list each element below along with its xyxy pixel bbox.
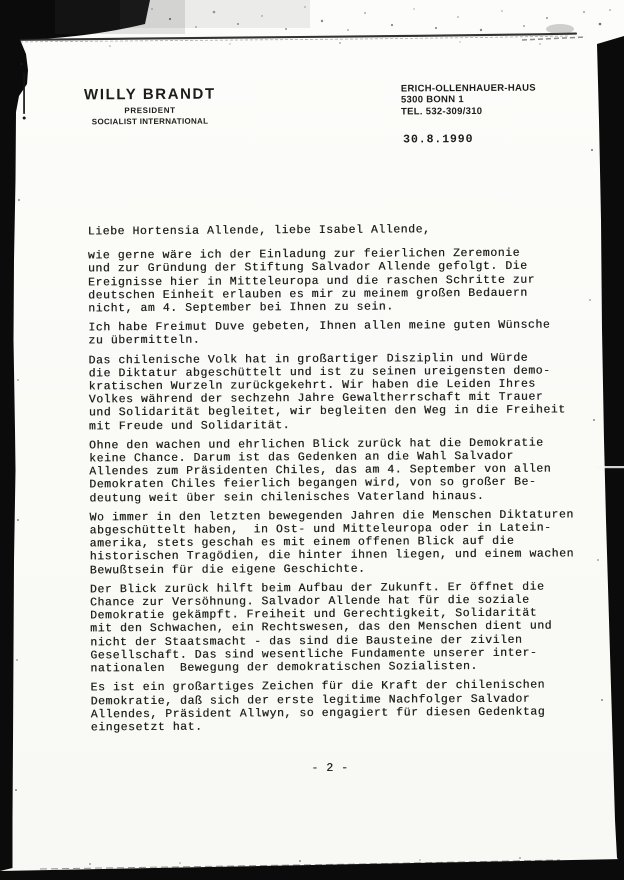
sender-name: WILLY BRANDT [83,85,216,104]
page-number: - 2 - [311,761,349,776]
sender-title: PRESIDENT [124,105,176,116]
paragraph: Ich habe Freimut Duve gebeten, Ihnen allen meine guten Wünsche zu übermitteln. [88,318,551,348]
office-address-line: ERICH-OLLENHAUER-HAUS [400,82,536,95]
letter-date: 30.8.1990 [403,133,474,147]
letterhead-office-block [401,83,536,118]
paragraph: Ohne den wachen und ehrlichen Blick zurück hat die Demokratie keine Chance. Darum ist das Gedenken an die Wahl Salvador Allendes zum Präsidenten Chiles, das am 4. September von allen Demokraten Chiles feierlich begangen wird, von so großer Be- deutung weit über sein chilenisches Vaterland hinaus. [88,436,552,506]
paragraph: Es ist ein großartiges Zeichen für die Kraft der chilenischen Demokratie, daß sich der erste legitime Nachfolger Salvador Allendes, Präsident Allwyn, so engagiert für diesen Gedenktag eingesetzt hat. [90,678,546,735]
paragraph: Das chilenische Volk hat in großartiger Disziplin und Würde die Diktatur abgeschüttelt und ist zu seinen ureigensten demo- kratischen Wurzeln zurückgekehrt. Wir haben die Leiden Ihres Volkes während der sechzehn Jahre Gewaltherrschaft mit Trauer und Solidarität begleitet, wir begleiten den Weg in die Freiheit mit Freude und Solidarität. [88,351,566,434]
sender-organization: SOCIALIST INTERNATIONAL [91,116,209,127]
office-address-line: TEL. 532-309/310 [400,105,483,118]
paragraph: Wo immer in den letzten bewegenden Jahren die Menschen Diktaturen abgeschüttelt haben, in Ost- und Mitteleuropa oder in Latein- amerika, stets geschah es mit einem offenen Blick auf die historischen Tragödien, die hinter ihnen liegen, und einem wachen Bewußtsein für die eigene Geschichte. [89,508,575,578]
letter-body [88,222,591,740]
letterhead-sender-block [78,87,222,127]
paragraph: Der Blick zurück hilft beim Aufbau der Zukunft. Er öffnet die Chance zur Versöhnung. Salvador Allende hat für die soziale Demokratie gekämpft. Freiheit und Gerechtigkeit, Solidarität mit den Schwachen, ein Rechtswesen, das den Menschen dient und nicht der Staatsmacht - das sind die Bausteine der zivilen Gesellschaft. Das sind wesentliche Fundamente unserer inter- nationalen Bewegung der demokratischen Sozialisten. [89,580,553,676]
paragraph: wie gerne wäre ich der Einladung zur feierlichen Zeremonie und zur Gründung der Stiftung Salvador Allende gefolgt. Die Ereignisse hier in Mitteleuropa und die raschen Schritte zur deutschen Einheit erlauben es mir zu meinem großen Bedauern nicht, am 4. September bei Ihnen zu sein. [87,246,536,316]
salutation: Liebe Hortensia Allende, liebe Isabel Allende, [87,223,431,239]
office-address-line: 5300 BONN 1 [400,94,464,106]
